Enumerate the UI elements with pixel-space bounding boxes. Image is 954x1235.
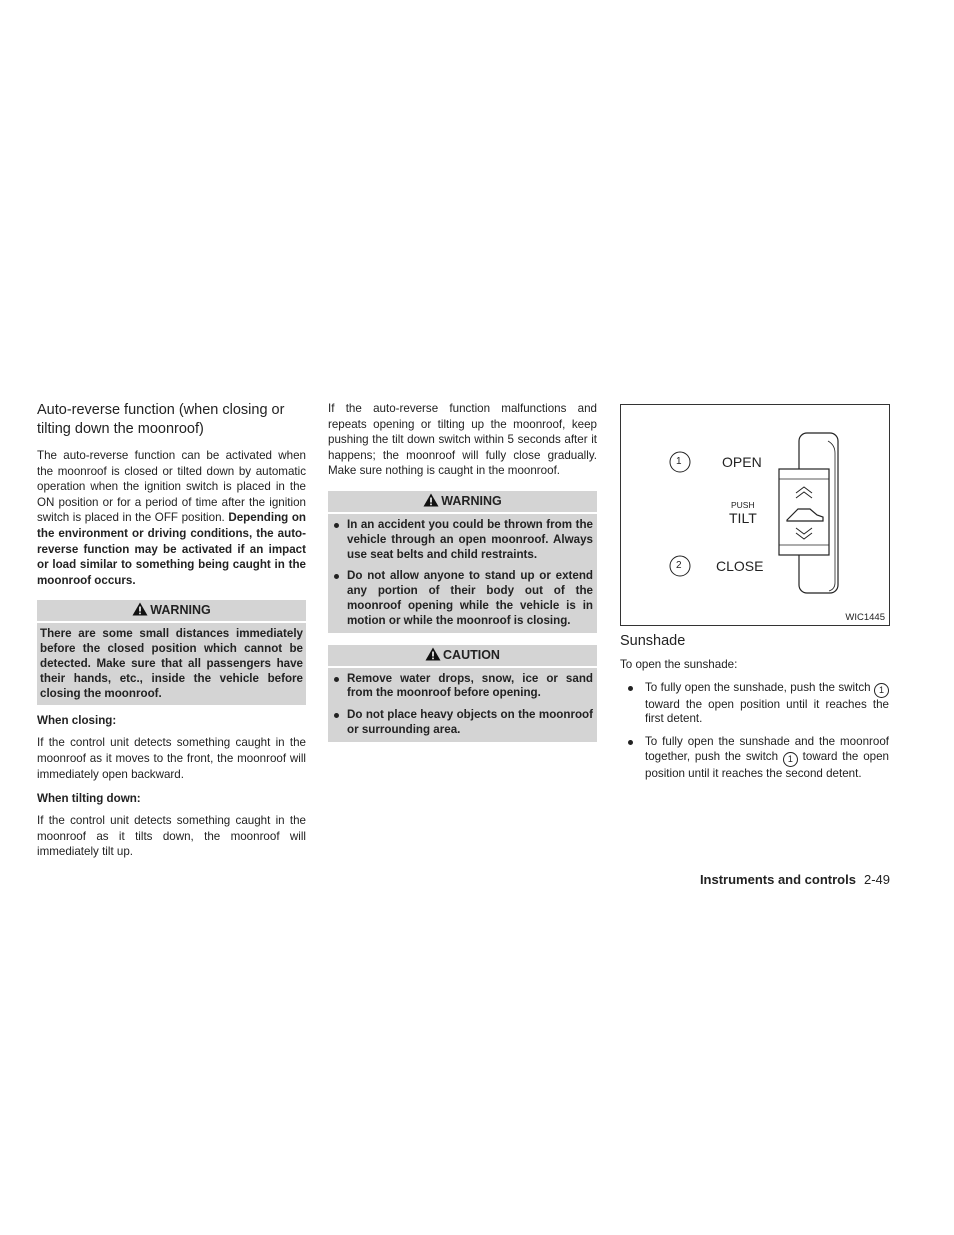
when-closing-heading: When closing:: [37, 714, 117, 728]
sunshade-item: [626, 681, 889, 728]
sunshade-item-text: toward the open position until it reaches the first detent.: [645, 697, 889, 726]
warning-label: WARNING: [150, 603, 211, 618]
warning-triangle-icon: [132, 602, 148, 623]
figure-push-label: PUSH: [731, 500, 755, 510]
moonroof-switch-figure: [620, 404, 890, 626]
figure-callout-2: 2: [676, 560, 682, 571]
footer-section-title: Instruments and controls: [699, 872, 856, 887]
when-tilting-heading: When tilting down:: [37, 792, 141, 806]
warning-triangle-icon: [423, 493, 439, 514]
caution-label: CAUTION: [443, 647, 500, 662]
sunshade-item: [626, 735, 889, 782]
caution-item: Remove water drops, snow, ice or sand from the moonroof before opening.: [332, 672, 593, 702]
sunshade-intro: To open the sunshade:: [620, 658, 738, 671]
warning-item: In an accident you could be thrown from the vehicle through an open moonroof. Always use seat belts and child restraints.: [332, 518, 593, 562]
sunshade-item-text: toward the open position until it reaches the second detent.: [645, 749, 889, 780]
page-footer: [700, 872, 890, 887]
caution-body: [328, 668, 597, 742]
warning-body: [37, 623, 306, 705]
sunshade-list: [620, 681, 889, 782]
caution-item: Do not place heavy objects on the moonroof or surrounding area.: [332, 708, 593, 738]
caution-header: [328, 645, 597, 668]
warning-header: [37, 600, 306, 623]
warning-box-small-distances: [37, 600, 306, 705]
section-title-auto-reverse: Auto-reverse function (when closing or tilting down the moonroof): [37, 402, 285, 437]
section-title-sunshade: Sunshade: [620, 633, 686, 649]
malfunction-paragraph: If the auto-reverse function malfunctions and repeats opening or tilting up the moonroof, keep pushing the tilt down switch within 5 seconds after it happens; the moonroof will fully close gradually. Make sure nothing is caught in the moonroof.: [328, 402, 597, 478]
figure-open-label: OPEN: [722, 454, 762, 470]
when-tilting-text: If the control unit detects something caught in the moonroof as it tilts down, the moonroof will immediately tilt up.: [37, 814, 306, 859]
figure-id: WIC1445: [845, 612, 885, 623]
sunshade-item-text: To fully open the sunshade, push the switch: [645, 680, 874, 694]
column-middle: [328, 401, 597, 742]
column-left: [37, 401, 306, 868]
warning-item: Do not allow anyone to stand up or extend any portion of their body out of the moonroof opening while the vehicle is in motion or while the moonroof is closing.: [332, 569, 593, 628]
caution-box: [328, 645, 597, 742]
warning-text: There are some small distances immediately before the closed position which cannot be detected. Make sure that all passengers have their hands, etc., inside the vehicle before closing the moonroof.: [40, 627, 303, 700]
warning-header: [328, 491, 597, 514]
warning-body: [328, 514, 597, 633]
auto-reverse-paragraph: [37, 448, 306, 588]
caution-triangle-icon: [425, 647, 441, 668]
figure-tilt-label: TILT: [729, 510, 757, 526]
callout-1-icon: 1: [783, 752, 798, 767]
column-right: [620, 404, 889, 790]
auto-reverse-bold-text: Depending on the environment or driving conditions, the auto-reverse function may be activated if an impact or load similar to something being caught in the moonroof occurs.: [37, 511, 306, 587]
sunshade-item-text: To fully open the sunshade and the moonroof together, push the switch: [645, 735, 889, 763]
callout-1-icon: 1: [874, 683, 889, 698]
figure-close-label: CLOSE: [716, 558, 764, 574]
when-closing-text: If the control unit detects something caught in the moonroof as it moves to the front, the moonroof will immediately open backward.: [37, 736, 306, 781]
warning-box-accident: [328, 491, 597, 633]
auto-reverse-text: The auto-reverse function can be activated when the moonroof is closed or tilted down by automatic operation when the ignition switch is placed in the ON position or for a period of time after the ignition switch is placed in the OFF position.: [37, 449, 306, 525]
warning-label: WARNING: [441, 493, 502, 508]
figure-callout-1: 1: [676, 456, 682, 467]
page-number: 2-49: [863, 872, 890, 887]
